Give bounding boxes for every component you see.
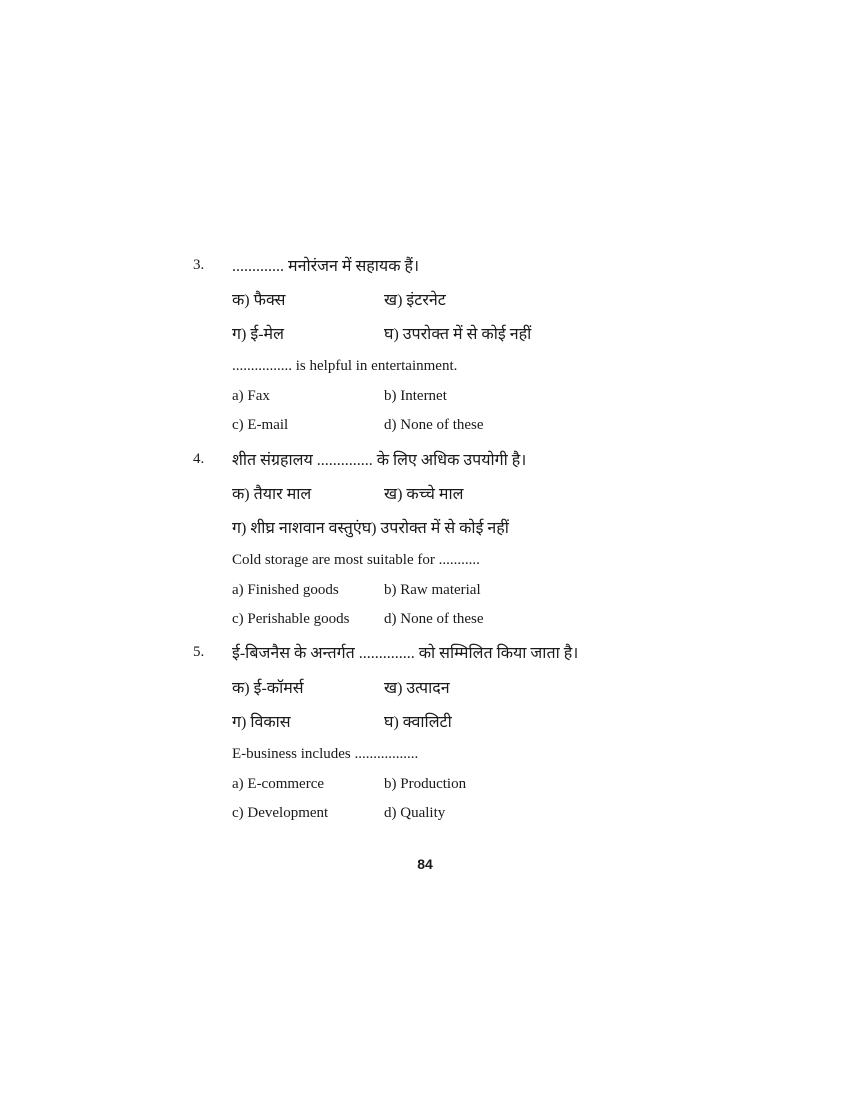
question-4-english-option-b: b) Raw material [384,582,481,598]
question-4-hindi-option-a: क) तैयार माल [232,486,312,503]
question-3-hindi-option-b: ख) इंटरनेट [384,292,446,309]
question-5-hindi-option-a: क) ई-कॉमर्स [232,680,304,697]
question-3-english-option-b: b) Internet [384,388,447,404]
question-4-english-option-c: c) Perishable goods [232,611,350,627]
question-4-english-option-a: a) Finished goods [232,582,339,598]
question-4-english-option-d: d) None of these [384,611,484,627]
question-3-hindi-option-c: ग) ई-मेल [232,326,284,343]
question-4-hindi-option-c-d: ग) शीघ्र नाशवान वस्तुएंघ) उपरोक्त में से कोई नहीं [232,520,509,537]
question-4-english-stem: Cold storage are most suitable for ........... [232,552,480,568]
question-5-english-option-b: b) Production [384,776,467,792]
question-5-english-stem: E-business includes ................. [232,746,419,762]
question-5-hindi-option-b: ख) उत्पादन [384,680,450,697]
question-5-hindi-option-c: ग) विकास [232,714,291,731]
question-3-english-option-d: d) None of these [384,417,484,433]
question-3-number: 3. [193,257,205,273]
page-number: 84 [417,856,433,872]
question-3-english-option-c: c) E-mail [232,417,289,433]
question-5-number: 5. [193,644,205,660]
question-3-english-option-a: a) Fax [232,388,270,404]
question-3-hindi-stem: ............. मनोरंजन में सहायक हैं। [232,258,420,275]
question-4-hindi-stem: शीत संग्रहालय .............. के लिए अधिक उपयोगी है। [232,452,527,469]
question-5-hindi-stem: ई-बिजनैस के अन्तर्गत .............. को सम्मिलित किया जाता है। [232,645,579,662]
question-5-english-option-c: c) Development [232,805,329,821]
question-3-hindi-option-a: क) फैक्स [232,292,286,309]
question-5-hindi-option-d: घ) क्वालिटी [384,714,452,731]
question-4-number: 4. [193,451,205,467]
question-3-english-stem: ................ is helpful in entertainment. [232,358,458,374]
question-5-english-option-d: d) Quality [384,805,446,821]
question-3-hindi-option-d: घ) उपरोक्त में से कोई नहीं [384,326,532,343]
question-4-hindi-option-b: ख) कच्चे माल [384,486,464,503]
question-5-english-option-a: a) E-commerce [232,776,325,792]
